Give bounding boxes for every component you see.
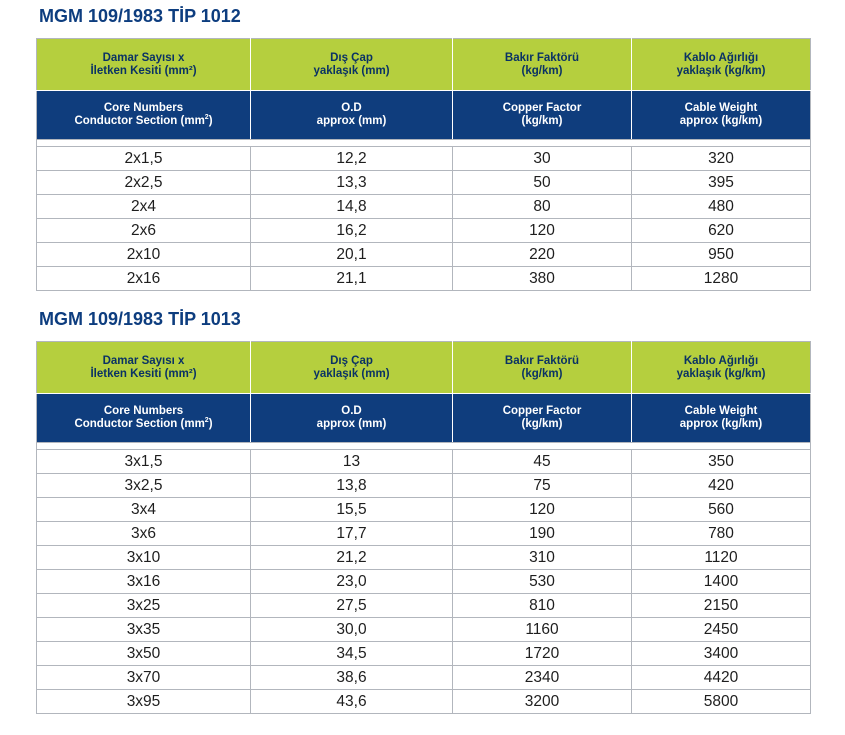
column-header-en: [251, 394, 453, 443]
table-cell: 3400: [632, 642, 811, 666]
table-cell: 21,1: [251, 267, 453, 291]
column-header-tr: [37, 39, 251, 91]
table-cell: 2x16: [37, 267, 251, 291]
table-row: [37, 498, 811, 522]
table-row: [37, 147, 811, 171]
cable-spec-table-tip-1013: [36, 341, 811, 714]
header-line: O.D: [341, 405, 362, 417]
header-line: yaklaşık (mm): [313, 367, 390, 380]
table-cell: 38,6: [251, 666, 453, 690]
header-line: Conductor Section (mm: [74, 418, 205, 430]
header-line: (kg/km): [521, 367, 563, 380]
column-header-en: [453, 394, 632, 443]
header-line: approx (kg/km): [679, 418, 763, 430]
table-cell: 530: [453, 570, 632, 594]
header-line: Copper Factor: [502, 405, 582, 417]
header-line: Bakır Faktörü: [504, 354, 580, 367]
header-line: Kablo Ağırlığı: [683, 51, 759, 64]
table-row: [37, 243, 811, 267]
superscript: 2: [204, 417, 209, 425]
header-line: Core Numbers: [103, 102, 184, 114]
table-cell: 3200: [453, 690, 632, 714]
header-row-turkish: [37, 39, 811, 91]
header-line: Cable Weight: [684, 405, 758, 417]
table-cell: 45: [453, 450, 632, 474]
section-title-tip-1013: MGM 109/1983 TİP 1013: [39, 309, 241, 329]
table-cell: 2x6: [37, 219, 251, 243]
table-cell: 16,2: [251, 219, 453, 243]
table-cell: 80: [453, 195, 632, 219]
column-header-en: [251, 91, 453, 140]
header-tail: ): [208, 115, 213, 127]
table-cell: 3x1,5: [37, 450, 251, 474]
table-row: [37, 171, 811, 195]
header-line: Damar Sayısı x: [102, 354, 185, 367]
table-cell: 2340: [453, 666, 632, 690]
table-cell: 23,0: [251, 570, 453, 594]
table-cell: 17,7: [251, 522, 453, 546]
table-row: [37, 618, 811, 642]
column-header-tr: [251, 39, 453, 91]
table-cell: 1280: [632, 267, 811, 291]
table-cell: 560: [632, 498, 811, 522]
header-line: Damar Sayısı x: [102, 51, 185, 64]
table-cell: 3x10: [37, 546, 251, 570]
table-cell: 2450: [632, 618, 811, 642]
header-line: yaklaşık (mm): [313, 64, 390, 77]
table-cell: 620: [632, 219, 811, 243]
table-cell: 810: [453, 594, 632, 618]
table-cell: 3x95: [37, 690, 251, 714]
table-cell: 395: [632, 171, 811, 195]
table-cell: 220: [453, 243, 632, 267]
column-header-en: [37, 91, 251, 140]
table-cell: 2x1,5: [37, 147, 251, 171]
header-line: Bakır Faktörü: [504, 51, 580, 64]
table-cell: 30: [453, 147, 632, 171]
header-line: approx (mm): [316, 418, 387, 430]
header-line: approx (mm): [316, 115, 387, 127]
table-cell: 3x16: [37, 570, 251, 594]
header-line: (kg/km): [521, 64, 563, 77]
table-cell: 30,0: [251, 618, 453, 642]
table-cell: 34,5: [251, 642, 453, 666]
table-cell: 2x2,5: [37, 171, 251, 195]
header-row-english: [37, 394, 811, 443]
table-cell: 3x25: [37, 594, 251, 618]
header-line: İletken Kesiti (mm²): [90, 64, 197, 77]
table-row: [37, 666, 811, 690]
table-cell: 2150: [632, 594, 811, 618]
spacer-row: [37, 140, 811, 147]
table-cell: 13,8: [251, 474, 453, 498]
header-line: yaklaşık (kg/km): [676, 64, 766, 77]
table-cell: 320: [632, 147, 811, 171]
table-cell: 1160: [453, 618, 632, 642]
header-line: (kg/km): [521, 418, 563, 430]
header-line: yaklaşık (kg/km): [676, 367, 766, 380]
column-header-en: [632, 394, 811, 443]
header-tail: ): [208, 418, 213, 430]
table-cell: 50: [453, 171, 632, 195]
table-cell: 27,5: [251, 594, 453, 618]
table-cell: 15,5: [251, 498, 453, 522]
table-cell: 3x2,5: [37, 474, 251, 498]
table-cell: 1720: [453, 642, 632, 666]
column-header-tr: [37, 342, 251, 394]
header-line: Dış Çap: [330, 51, 373, 64]
table-cell: 480: [632, 195, 811, 219]
table-cell: 21,2: [251, 546, 453, 570]
column-header-en: [453, 91, 632, 140]
table-cell: 1120: [632, 546, 811, 570]
header-line: approx (kg/km): [679, 115, 763, 127]
table-cell: 75: [453, 474, 632, 498]
table-cell: 380: [453, 267, 632, 291]
superscript: 2: [204, 114, 209, 122]
table-cell: 2x10: [37, 243, 251, 267]
table-row: [37, 690, 811, 714]
table-cell: 1400: [632, 570, 811, 594]
header-line: Conductor Section (mm: [74, 115, 205, 127]
table-cell: 2x4: [37, 195, 251, 219]
cable-spec-table-tip-1012: [36, 38, 811, 291]
table-row: [37, 594, 811, 618]
table-row: [37, 546, 811, 570]
table-cell: 3x6: [37, 522, 251, 546]
table-cell: 190: [453, 522, 632, 546]
header-line: (kg/km): [521, 115, 563, 127]
header-line: Cable Weight: [684, 102, 758, 114]
table-cell: 12,2: [251, 147, 453, 171]
table-cell: 3x4: [37, 498, 251, 522]
table-cell: 4420: [632, 666, 811, 690]
table-cell: 3x35: [37, 618, 251, 642]
table-row: [37, 219, 811, 243]
header-row-turkish: [37, 342, 811, 394]
header-line: O.D: [341, 102, 362, 114]
header-line: İletken Kesiti (mm²): [90, 367, 197, 380]
table-cell: 780: [632, 522, 811, 546]
table-cell: 13: [251, 450, 453, 474]
header-line: Dış Çap: [330, 354, 373, 367]
table-row: [37, 474, 811, 498]
table-row: [37, 522, 811, 546]
table-row: [37, 642, 811, 666]
column-header-tr: [453, 39, 632, 91]
table-cell: 120: [453, 219, 632, 243]
header-row-english: [37, 91, 811, 140]
spacer-row: [37, 443, 811, 450]
table-cell: 3x70: [37, 666, 251, 690]
header-line: Copper Factor: [502, 102, 582, 114]
table-cell: 14,8: [251, 195, 453, 219]
column-header-en: [632, 91, 811, 140]
table-cell: 350: [632, 450, 811, 474]
header-line: Kablo Ağırlığı: [683, 354, 759, 367]
column-header-en: [37, 394, 251, 443]
table-cell: 950: [632, 243, 811, 267]
column-header-tr: [251, 342, 453, 394]
table-cell: 310: [453, 546, 632, 570]
table-row: [37, 267, 811, 291]
table-cell: 13,3: [251, 171, 453, 195]
table-cell: 20,1: [251, 243, 453, 267]
table-cell: 420: [632, 474, 811, 498]
section-title-tip-1012: MGM 109/1983 TİP 1012: [39, 6, 241, 26]
header-line: Core Numbers: [103, 405, 184, 417]
table-cell: 120: [453, 498, 632, 522]
table-cell: 43,6: [251, 690, 453, 714]
column-header-tr: [453, 342, 632, 394]
table-cell: 3x50: [37, 642, 251, 666]
column-header-tr: [632, 39, 811, 91]
table-row: [37, 570, 811, 594]
table-row: [37, 450, 811, 474]
table-cell: 5800: [632, 690, 811, 714]
column-header-tr: [632, 342, 811, 394]
table-row: [37, 195, 811, 219]
